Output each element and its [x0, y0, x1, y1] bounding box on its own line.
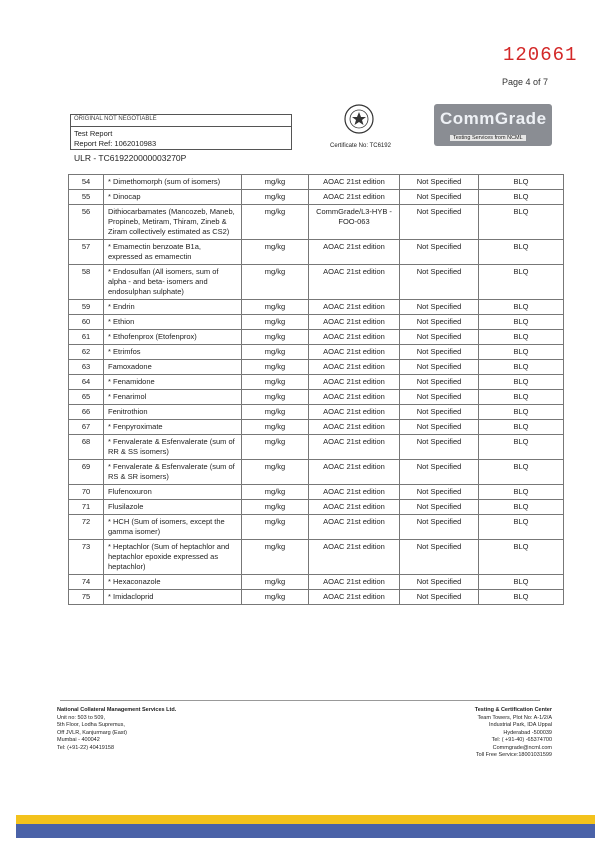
- cell-limit: Not Specified: [400, 435, 479, 460]
- cell-unit: mg/kg: [242, 315, 309, 330]
- cell-limit: Not Specified: [400, 515, 479, 540]
- table-row: [69, 485, 564, 500]
- brand-name: CommGrade: [440, 109, 547, 128]
- footer-line: Toll Free Service:18001031599: [475, 752, 552, 758]
- cell-unit: mg/kg: [242, 345, 309, 360]
- cell-method: AOAC 21st edition: [309, 190, 400, 205]
- table-row: [69, 300, 564, 315]
- cell-sn: 57: [69, 240, 104, 265]
- footer-line: Off JVLR, Kanjurmarg (East): [57, 729, 127, 736]
- footer-band-yellow: [16, 815, 595, 824]
- cell-unit: mg/kg: [242, 265, 309, 300]
- table-row: [69, 435, 564, 460]
- cell-result: BLQ: [479, 590, 564, 605]
- cell-unit: mg/kg: [242, 405, 309, 420]
- footer-line: Tel: ( +91-40) -65374700: [491, 737, 552, 743]
- accreditation-seal-icon: [344, 104, 374, 134]
- cell-method: AOAC 21st edition: [309, 375, 400, 390]
- cell-method: AOAC 21st edition: [309, 540, 400, 575]
- table-row: [69, 420, 564, 435]
- cell-sn: 58: [69, 265, 104, 300]
- cell-method: AOAC 21st edition: [309, 575, 400, 590]
- report-title: Test Report: [74, 129, 113, 138]
- table-row: [69, 240, 564, 265]
- cell-param: * Emamectin benzoate B1a, expressed as emamectin: [104, 240, 242, 265]
- cell-method: AOAC 21st edition: [309, 590, 400, 605]
- cell-sn: 55: [69, 190, 104, 205]
- cell-param: * Dimethomorph (sum of isomers): [104, 175, 242, 190]
- cell-param: Flufenoxuron: [104, 485, 242, 500]
- commgrade-logo: [434, 104, 552, 146]
- cell-sn: 63: [69, 360, 104, 375]
- footer-address-left: [57, 707, 176, 752]
- cell-limit: Not Specified: [400, 575, 479, 590]
- document-number: 120661: [503, 44, 578, 66]
- cell-result: BLQ: [479, 190, 564, 205]
- cell-result: BLQ: [479, 345, 564, 360]
- cell-method: AOAC 21st edition: [309, 390, 400, 405]
- cell-result: BLQ: [479, 390, 564, 405]
- footer-line: Commgrade@ncml.com: [492, 744, 552, 751]
- cell-unit: mg/kg: [242, 435, 309, 460]
- footer-divider: [60, 700, 540, 701]
- ulr-number: ULR - TC619220000003270P: [74, 153, 187, 163]
- cell-result: BLQ: [479, 375, 564, 390]
- cell-result: BLQ: [479, 575, 564, 590]
- cell-sn: 75: [69, 590, 104, 605]
- cell-unit: mg/kg: [242, 575, 309, 590]
- cell-result: BLQ: [479, 460, 564, 485]
- table-row: [69, 540, 564, 575]
- cell-sn: 65: [69, 390, 104, 405]
- cell-param: * HCH (Sum of isomers, except the gamma isomer): [104, 515, 242, 540]
- cell-unit: mg/kg: [242, 330, 309, 345]
- cell-param: * Heptachlor (Sum of heptachlor and heptachlor epoxide expressed as heptachlor): [104, 540, 242, 575]
- footer-line: National Collateral Management Services Ltd.: [57, 707, 177, 713]
- cell-method: AOAC 21st edition: [309, 405, 400, 420]
- cell-limit: Not Specified: [400, 405, 479, 420]
- cell-limit: Not Specified: [400, 175, 479, 190]
- cell-limit: Not Specified: [400, 300, 479, 315]
- cell-unit: mg/kg: [242, 240, 309, 265]
- table-row: [69, 375, 564, 390]
- table-row: [69, 405, 564, 420]
- footer-line: Industrial Park, IDA Uppal: [489, 722, 552, 728]
- cell-param: * Imidacloprid: [104, 590, 242, 605]
- table-row: [69, 265, 564, 300]
- cell-sn: 62: [69, 345, 104, 360]
- table-row: [69, 315, 564, 330]
- cell-unit: mg/kg: [242, 390, 309, 405]
- results-table: [68, 174, 564, 605]
- cell-unit: mg/kg: [242, 515, 309, 540]
- cell-limit: Not Specified: [400, 500, 479, 515]
- cell-limit: Not Specified: [400, 460, 479, 485]
- cell-result: BLQ: [479, 405, 564, 420]
- cell-param: * Endrin: [104, 300, 242, 315]
- table-row: [69, 330, 564, 345]
- cell-unit: mg/kg: [242, 460, 309, 485]
- cell-method: AOAC 21st edition: [309, 240, 400, 265]
- cell-limit: Not Specified: [400, 390, 479, 405]
- cell-param: * Fenvalerate & Esfenvalerate (sum of RS & SR isomers): [104, 460, 242, 485]
- cell-limit: Not Specified: [400, 330, 479, 345]
- cell-param: * Dinocap: [104, 190, 242, 205]
- cell-param: * Fenvalerate & Esfenvalerate (sum of RR & SS isomers): [104, 435, 242, 460]
- cell-method: AOAC 21st edition: [309, 435, 400, 460]
- cell-result: BLQ: [479, 360, 564, 375]
- cell-result: BLQ: [479, 435, 564, 460]
- cell-result: BLQ: [479, 420, 564, 435]
- brand-tagline: Testing Services from NCML: [450, 135, 526, 141]
- cell-result: BLQ: [479, 240, 564, 265]
- footer-line: Mumbai - 400042: [57, 737, 100, 743]
- cell-sn: 71: [69, 500, 104, 515]
- cell-param: * Ethofenprox (Etofenprox): [104, 330, 242, 345]
- cell-method: AOAC 21st edition: [309, 300, 400, 315]
- table-row: [69, 575, 564, 590]
- cell-method: AOAC 21st edition: [309, 500, 400, 515]
- cell-sn: 70: [69, 485, 104, 500]
- cell-method: CommGrade/L3-HYB -FOO-063: [309, 205, 400, 240]
- cell-sn: 54: [69, 175, 104, 190]
- cell-result: BLQ: [479, 175, 564, 190]
- cell-result: BLQ: [479, 330, 564, 345]
- table-row: [69, 205, 564, 240]
- cell-unit: mg/kg: [242, 500, 309, 515]
- table-row: [69, 175, 564, 190]
- cell-limit: Not Specified: [400, 205, 479, 240]
- footer-line: Unit no: 503 to 509,: [57, 714, 106, 721]
- cell-unit: mg/kg: [242, 300, 309, 315]
- table-row: [69, 515, 564, 540]
- cell-limit: Not Specified: [400, 240, 479, 265]
- cell-method: AOAC 21st edition: [309, 515, 400, 540]
- cell-result: BLQ: [479, 515, 564, 540]
- certificate-number: Certificate No: TC6192: [330, 143, 391, 149]
- cell-sn: 64: [69, 375, 104, 390]
- cell-result: BLQ: [479, 300, 564, 315]
- table-row: [69, 500, 564, 515]
- cell-limit: Not Specified: [400, 315, 479, 330]
- footer-line: Hyderabad -500039: [503, 729, 552, 736]
- original-note: ORIGINAL NOT NEGOTIABLE: [71, 115, 291, 127]
- cell-limit: Not Specified: [400, 375, 479, 390]
- cell-param: * Fenamidone: [104, 375, 242, 390]
- cell-method: AOAC 21st edition: [309, 345, 400, 360]
- cell-method: AOAC 21st edition: [309, 330, 400, 345]
- cell-limit: Not Specified: [400, 190, 479, 205]
- cell-sn: 69: [69, 460, 104, 485]
- cell-unit: mg/kg: [242, 375, 309, 390]
- cell-unit: mg/kg: [242, 540, 309, 575]
- report-header-box: [70, 114, 292, 150]
- cell-param: * Endosulfan (All isomers, sum of alpha - and beta- isomers and endosulphan sulphate): [104, 265, 242, 300]
- cell-method: AOAC 21st edition: [309, 175, 400, 190]
- cell-limit: Not Specified: [400, 345, 479, 360]
- report-ref: Report Ref: 1062010983: [74, 139, 157, 148]
- cell-unit: mg/kg: [242, 590, 309, 605]
- cell-unit: mg/kg: [242, 485, 309, 500]
- cell-method: AOAC 21st edition: [309, 460, 400, 485]
- cell-param: * Fenarimol: [104, 390, 242, 405]
- cell-param: * Ethion: [104, 315, 242, 330]
- cell-method: AOAC 21st edition: [309, 315, 400, 330]
- cell-unit: mg/kg: [242, 190, 309, 205]
- cell-param: * Etrimfos: [104, 345, 242, 360]
- cell-limit: Not Specified: [400, 265, 479, 300]
- cell-unit: mg/kg: [242, 205, 309, 240]
- cell-limit: Not Specified: [400, 360, 479, 375]
- cell-result: BLQ: [479, 485, 564, 500]
- cell-param: * Fenpyroximate: [104, 420, 242, 435]
- cell-param: Dithiocarbamates (Mancozeb, Maneb, Propineb, Metiram, Thiram, Zineb & Ziram collectively estimated as CS2): [104, 205, 242, 240]
- cell-result: BLQ: [479, 500, 564, 515]
- cell-sn: 60: [69, 315, 104, 330]
- cell-limit: Not Specified: [400, 420, 479, 435]
- cell-param: Famoxadone: [104, 360, 242, 375]
- cell-sn: 67: [69, 420, 104, 435]
- cell-sn: 74: [69, 575, 104, 590]
- cell-param: Fenitrothion: [104, 405, 242, 420]
- table-row: [69, 360, 564, 375]
- cell-method: AOAC 21st edition: [309, 420, 400, 435]
- cell-sn: 61: [69, 330, 104, 345]
- cell-param: * Hexaconazole: [104, 575, 242, 590]
- cell-method: AOAC 21st edition: [309, 485, 400, 500]
- cell-result: BLQ: [479, 265, 564, 300]
- page-indicator: Page 4 of 7: [502, 77, 549, 87]
- table-row: [69, 390, 564, 405]
- cell-unit: mg/kg: [242, 420, 309, 435]
- footer-address-right: [430, 707, 552, 760]
- footer-line: 5th Floor, Lodha Supremus,: [57, 722, 125, 728]
- cell-result: BLQ: [479, 315, 564, 330]
- footer-band-blue: [16, 824, 595, 838]
- cell-limit: Not Specified: [400, 540, 479, 575]
- table-row: [69, 190, 564, 205]
- table-row: [69, 590, 564, 605]
- cell-method: AOAC 21st edition: [309, 265, 400, 300]
- footer-line: Tel: (+91-22) 40419158: [57, 744, 115, 751]
- footer-line: Team Towers, Plot No: A-1/2/A: [477, 714, 552, 721]
- cell-sn: 68: [69, 435, 104, 460]
- cell-sn: 66: [69, 405, 104, 420]
- cell-method: AOAC 21st edition: [309, 360, 400, 375]
- table-row: [69, 345, 564, 360]
- cell-unit: mg/kg: [242, 360, 309, 375]
- cell-result: BLQ: [479, 540, 564, 575]
- cell-unit: mg/kg: [242, 175, 309, 190]
- cell-limit: Not Specified: [400, 485, 479, 500]
- cell-result: BLQ: [479, 205, 564, 240]
- table-row: [69, 460, 564, 485]
- cell-sn: 72: [69, 515, 104, 540]
- cell-sn: 59: [69, 300, 104, 315]
- cell-sn: 56: [69, 205, 104, 240]
- footer-line: Testing & Certification Center: [474, 707, 552, 713]
- cell-param: Flusilazole: [104, 500, 242, 515]
- cell-limit: Not Specified: [400, 590, 479, 605]
- cell-sn: 73: [69, 540, 104, 575]
